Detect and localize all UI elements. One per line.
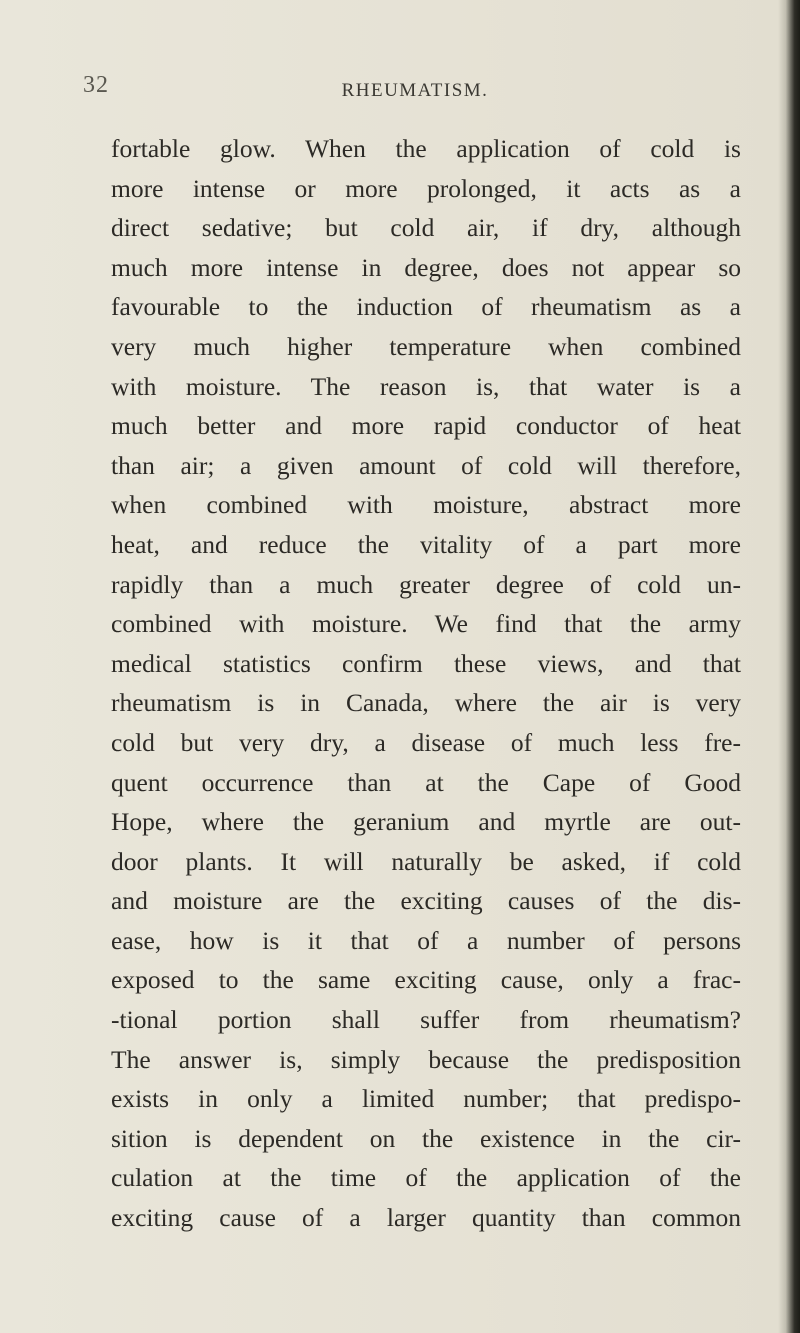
text-line: door plants. It will naturally be asked, if cold <box>111 846 741 876</box>
text-line: much better and more rapid conductor of heat <box>111 411 741 441</box>
text-line: rheumatism is in Canada, where the air is very <box>111 688 741 718</box>
text-line: fortable glow. When the application of cold is <box>111 134 741 163</box>
text-line: with moisture. The reason is, that water is a <box>111 371 741 401</box>
text-line: combined with moisture. We find that the army <box>111 609 741 639</box>
text-line: culation at the time of the application of the <box>111 1163 741 1193</box>
text-line: medical statistics confirm these views, and that <box>111 648 741 678</box>
text-line: heat, and reduce the vitality of a part more <box>111 529 741 559</box>
text-line: than air; a given amount of cold will therefore, <box>111 450 741 480</box>
text-line: direct sedative; but cold air, if dry, although <box>111 213 741 243</box>
text-line: and moisture are the exciting causes of the dis- <box>111 886 741 916</box>
text-line: exposed to the same exciting cause, only a frac- <box>111 965 741 995</box>
text-line: sition is dependent on the existence in the cir- <box>111 1123 741 1153</box>
text-line: exciting cause of a larger quantity than common <box>111 1203 741 1233</box>
text-line: The answer is, simply because the predisposition <box>111 1044 741 1074</box>
text-line: favourable to the induction of rheumatism as a <box>111 292 741 322</box>
text-line: much more intense in degree, does not appear so <box>111 252 741 282</box>
page-number: 32 <box>83 72 109 98</box>
book-spine-shadow <box>778 0 800 1333</box>
text-line: cold but very dry, a disease of much less fre- <box>111 727 741 757</box>
body-text <box>111 129 741 1238</box>
text-line: more intense or more prolonged, it acts as a <box>111 173 741 203</box>
text-line: quent occurrence than at the Cape of Good <box>111 767 741 797</box>
text-line: ease, how is it that of a number of persons <box>111 925 741 955</box>
running-head: RHEUMATISM. <box>341 80 489 101</box>
text-line: exists in only a limited number; that predispo- <box>111 1084 741 1114</box>
text-line: when combined with moisture, abstract more <box>111 490 741 520</box>
text-line: rapidly than a much greater degree of cold un- <box>111 569 741 599</box>
text-line: -tional portion shall suffer from rheumatism? <box>111 1005 741 1035</box>
text-line: very much higher temperature when combined <box>111 331 741 361</box>
text-line: Hope, where the geranium and myrtle are out- <box>111 807 741 837</box>
